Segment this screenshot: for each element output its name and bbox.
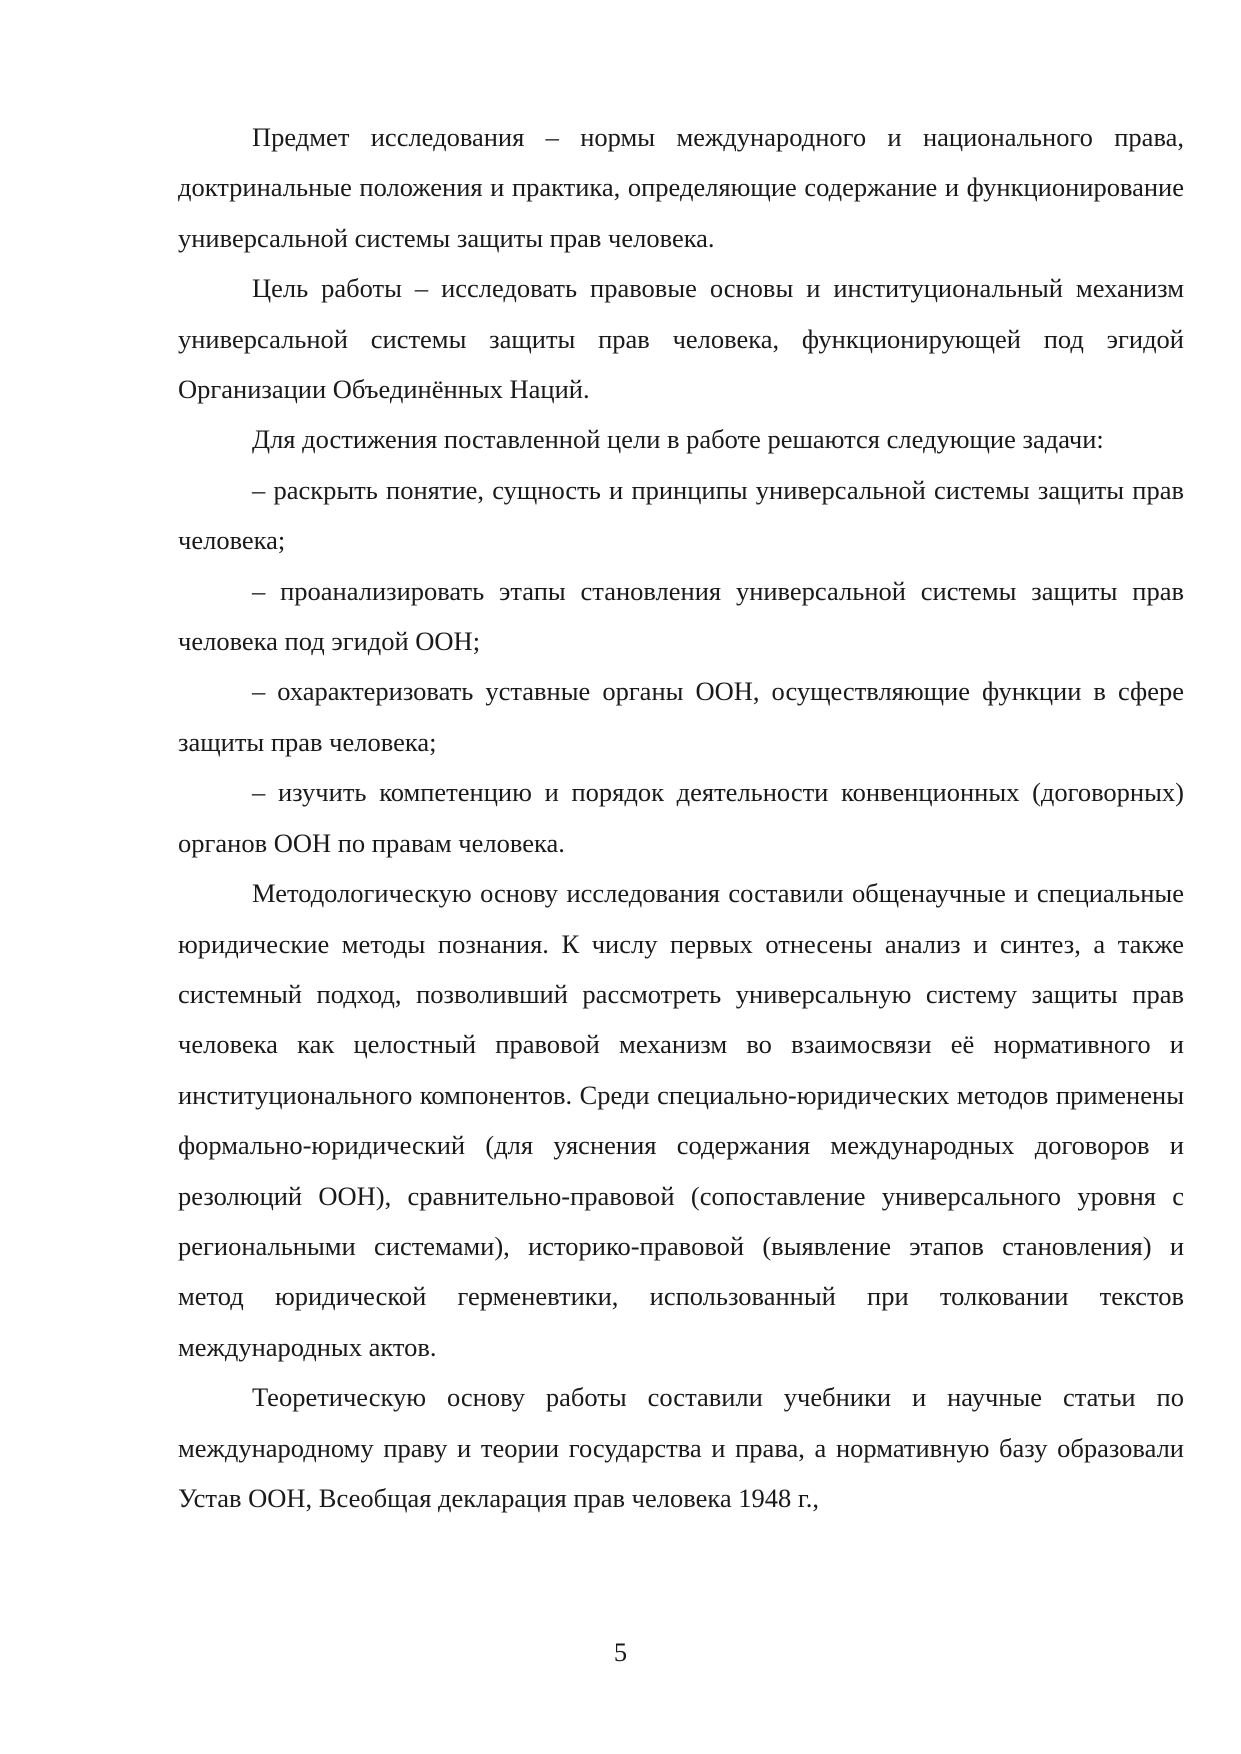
- paragraph-methodology: Методологическую основу исследования составили общенаучные и специальные юридические методы познания. К числу первых отнесены анализ и синтез, а также системный подход, позволивший рассмотреть универсальную систему защиты прав человека как целостный правовой механизм во взаимосвязи её нормативного и институционального компонентов. Среди специально-юридических методов применены формально-юридический (для уяснения содержания международных договоров и резолюций ООН), сравнительно-правовой (сопоставление универсального уровня с региональными системами), историко-правовой (выявление этапов становления) и метод юридической герменевтики, использованный при толковании текстов международных актов.: [178, 878, 1184, 1362]
- paragraph-goal: Цель работы – исследовать правовые основы и институциональный механизм универсальной системы защиты прав человека, функционирующей под эгидой Организации Объединённых Наций.: [178, 273, 1184, 405]
- list-item-task: – раскрыть понятие, сущность и принципы универсальной системы защиты прав человека;: [178, 474, 1184, 556]
- paragraph-theory: Теоретическую основу работы составили учебники и научные статьи по международному праву и теории государства и права, а нормативную базу образовали Устав ООН, Всеобщая декларация прав человека 1948 г.,: [178, 1382, 1184, 1513]
- paragraph-subject: Предмет исследования – нормы международного и национального права, доктринальные положения и практика, определяющие содержание и функционирование универсальной системы защиты прав человека.: [178, 122, 1184, 253]
- document-body: [178, 112, 1184, 1523]
- paragraph-tasks-intro: Для достижения поставленной цели в работе решаются следующие задачи:: [252, 424, 1104, 455]
- list-item-task: – изучить компетенцию и порядок деятельности конвенционных (договорных) органов ООН по правам человека.: [178, 777, 1184, 858]
- page-number: 5: [613, 1637, 628, 1667]
- list-item-task: – проанализировать этапы становления универсальной системы защиты прав человека под эгидой ООН;: [178, 575, 1184, 657]
- list-item-task: – охарактеризовать уставные органы ООН, осуществляющие функции в сфере защиты прав человека;: [178, 676, 1184, 757]
